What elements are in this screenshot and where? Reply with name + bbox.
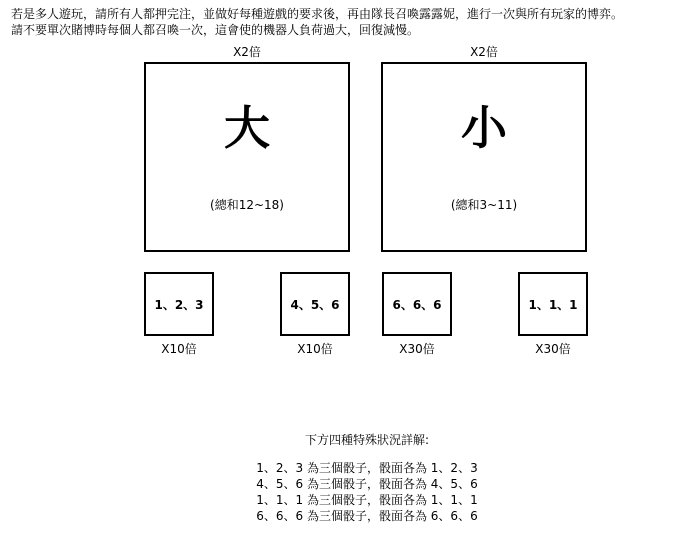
details-line: 6、6、6 為三個骰子，骰面各為 6、6、6 <box>256 509 478 523</box>
big-sum-range: (總和12~18) <box>210 198 284 212</box>
intro-line-1: 若是多人遊玩，請所有人都押完注，並做好每種遊戲的要求後，再由隊長召喚露露妮，進行一次與所有玩家的博弈。 <box>11 7 624 21</box>
intro-line-2: 請不要單次賭博時每個人都召喚一次，這會使的機器人負荷過大，回復減慢。 <box>11 23 420 37</box>
bet-box-666[interactable]: 6、6、6 <box>382 272 452 336</box>
bet-box-123[interactable]: 1、2、3 <box>144 272 214 336</box>
multiplier-123: X10倍 <box>161 342 197 356</box>
multiplier-666: X30倍 <box>399 342 435 356</box>
multiplier-111: X30倍 <box>535 342 571 356</box>
big-char: 大 <box>224 101 270 155</box>
small-char: 小 <box>461 101 507 155</box>
small-sum-range: (總和3~11) <box>450 198 518 212</box>
bet-box-456[interactable]: 4、5、6 <box>280 272 350 336</box>
intro-text <box>11 6 623 38</box>
details-section <box>0 432 699 524</box>
bet-box-111[interactable]: 1、1、1 <box>518 272 588 336</box>
details-title: 下方四種特殊狀況詳解: <box>304 433 430 447</box>
details-line: 4、5、6 為三個骰子，骰面各為 4、5、6 <box>256 477 478 491</box>
small-multiplier-label: X2倍 <box>470 45 498 59</box>
big-multiplier-label: X2倍 <box>233 45 261 59</box>
bet-box-small[interactable] <box>381 62 587 252</box>
details-line: 1、1、1 為三個骰子，骰面各為 1、1、1 <box>256 493 478 507</box>
bet-box-big[interactable] <box>144 62 350 252</box>
multiplier-456: X10倍 <box>297 342 333 356</box>
details-line: 1、2、3 為三個骰子，骰面各為 1、2、3 <box>256 461 478 475</box>
